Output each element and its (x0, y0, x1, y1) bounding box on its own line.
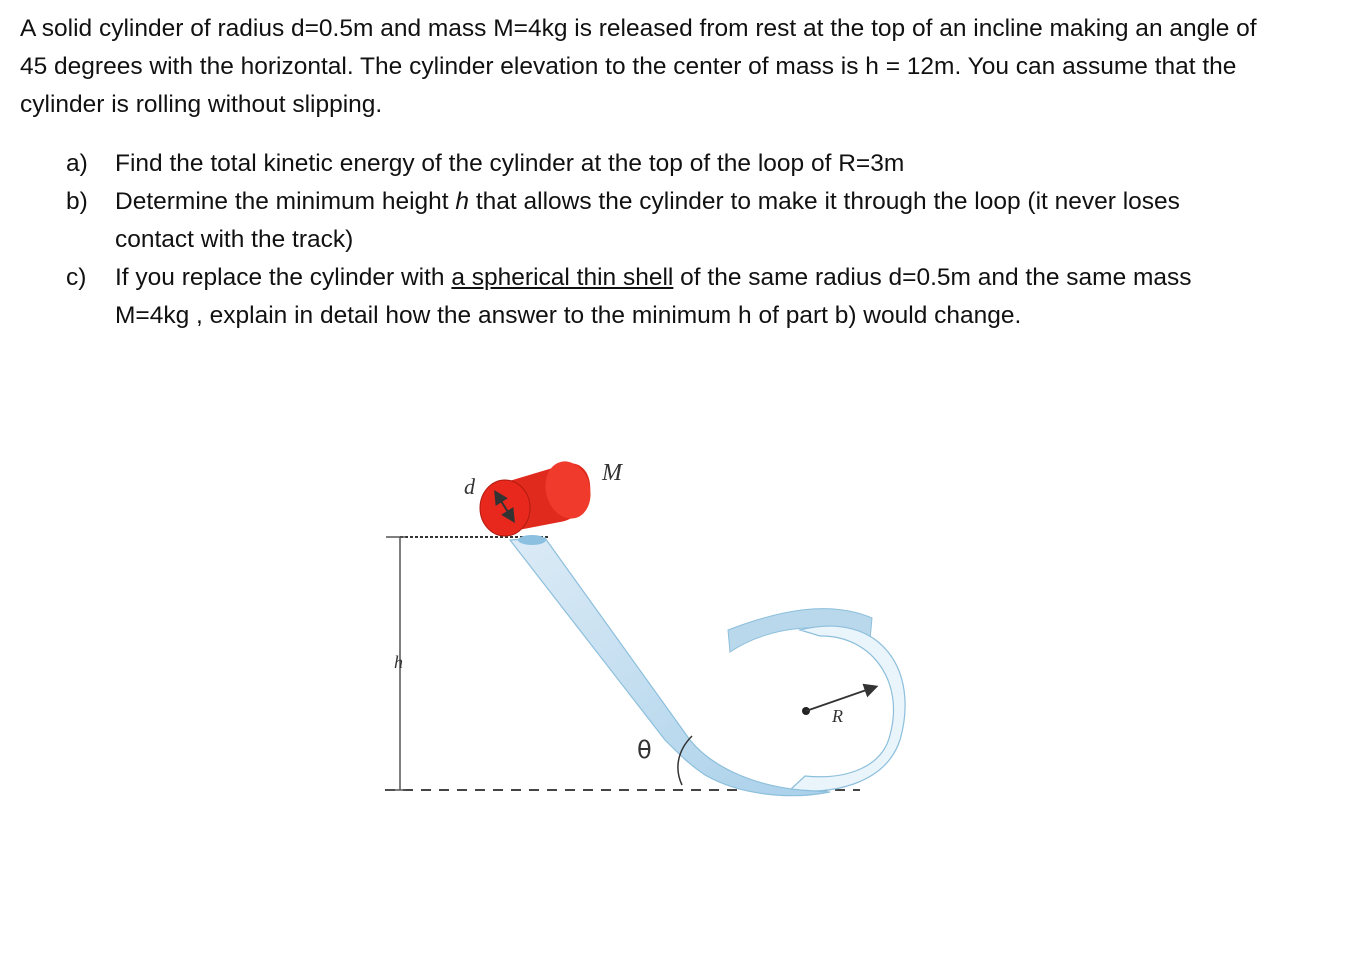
label-M: M (602, 460, 622, 486)
problem-intro: A solid cylinder of radius d=0.5m and mass M=4kg is released from rest at the top of an incline making an angle of 45 degrees with the horizontal. The cylinder elevation to the center of mass is h = 12m. You can assume that the cylinder is rolling without slipping. (20, 15, 1257, 118)
label-R: R (832, 706, 843, 726)
part-text (115, 183, 1236, 259)
part-c (66, 259, 1236, 335)
part-text (115, 259, 1236, 335)
part-text: Find the total kinetic energy of the cylinder at the top of the loop of R=3m (115, 150, 905, 177)
problem-parts (66, 145, 1236, 335)
part-label: c) (66, 264, 87, 291)
part-a (66, 145, 1236, 183)
part-text-start: If you replace the cylinder with (115, 264, 452, 291)
part-label: b) (66, 188, 88, 215)
part-text-end: of the same radius d=0.5m and the same mass M=4kg , explain in detail how the answer to the minimum h of part b) would change. (115, 264, 1192, 329)
underlined-phrase: a spherical thin shell (451, 264, 674, 291)
cylinder (480, 456, 597, 536)
incline-loop-figure (360, 440, 940, 840)
part-text-end: that allows the cylinder to make it through the loop (it never loses contact with the track) (115, 188, 1180, 253)
label-theta: θ (637, 736, 652, 764)
label-h: h (394, 652, 403, 672)
part-text-start: Determine the minimum height (115, 188, 456, 215)
incline-ramp (510, 538, 830, 796)
ramp-top-edge (518, 535, 546, 545)
part-label: a) (66, 150, 88, 177)
part-b (66, 183, 1236, 259)
label-d: d (464, 474, 475, 499)
italic-h: h (455, 188, 470, 215)
